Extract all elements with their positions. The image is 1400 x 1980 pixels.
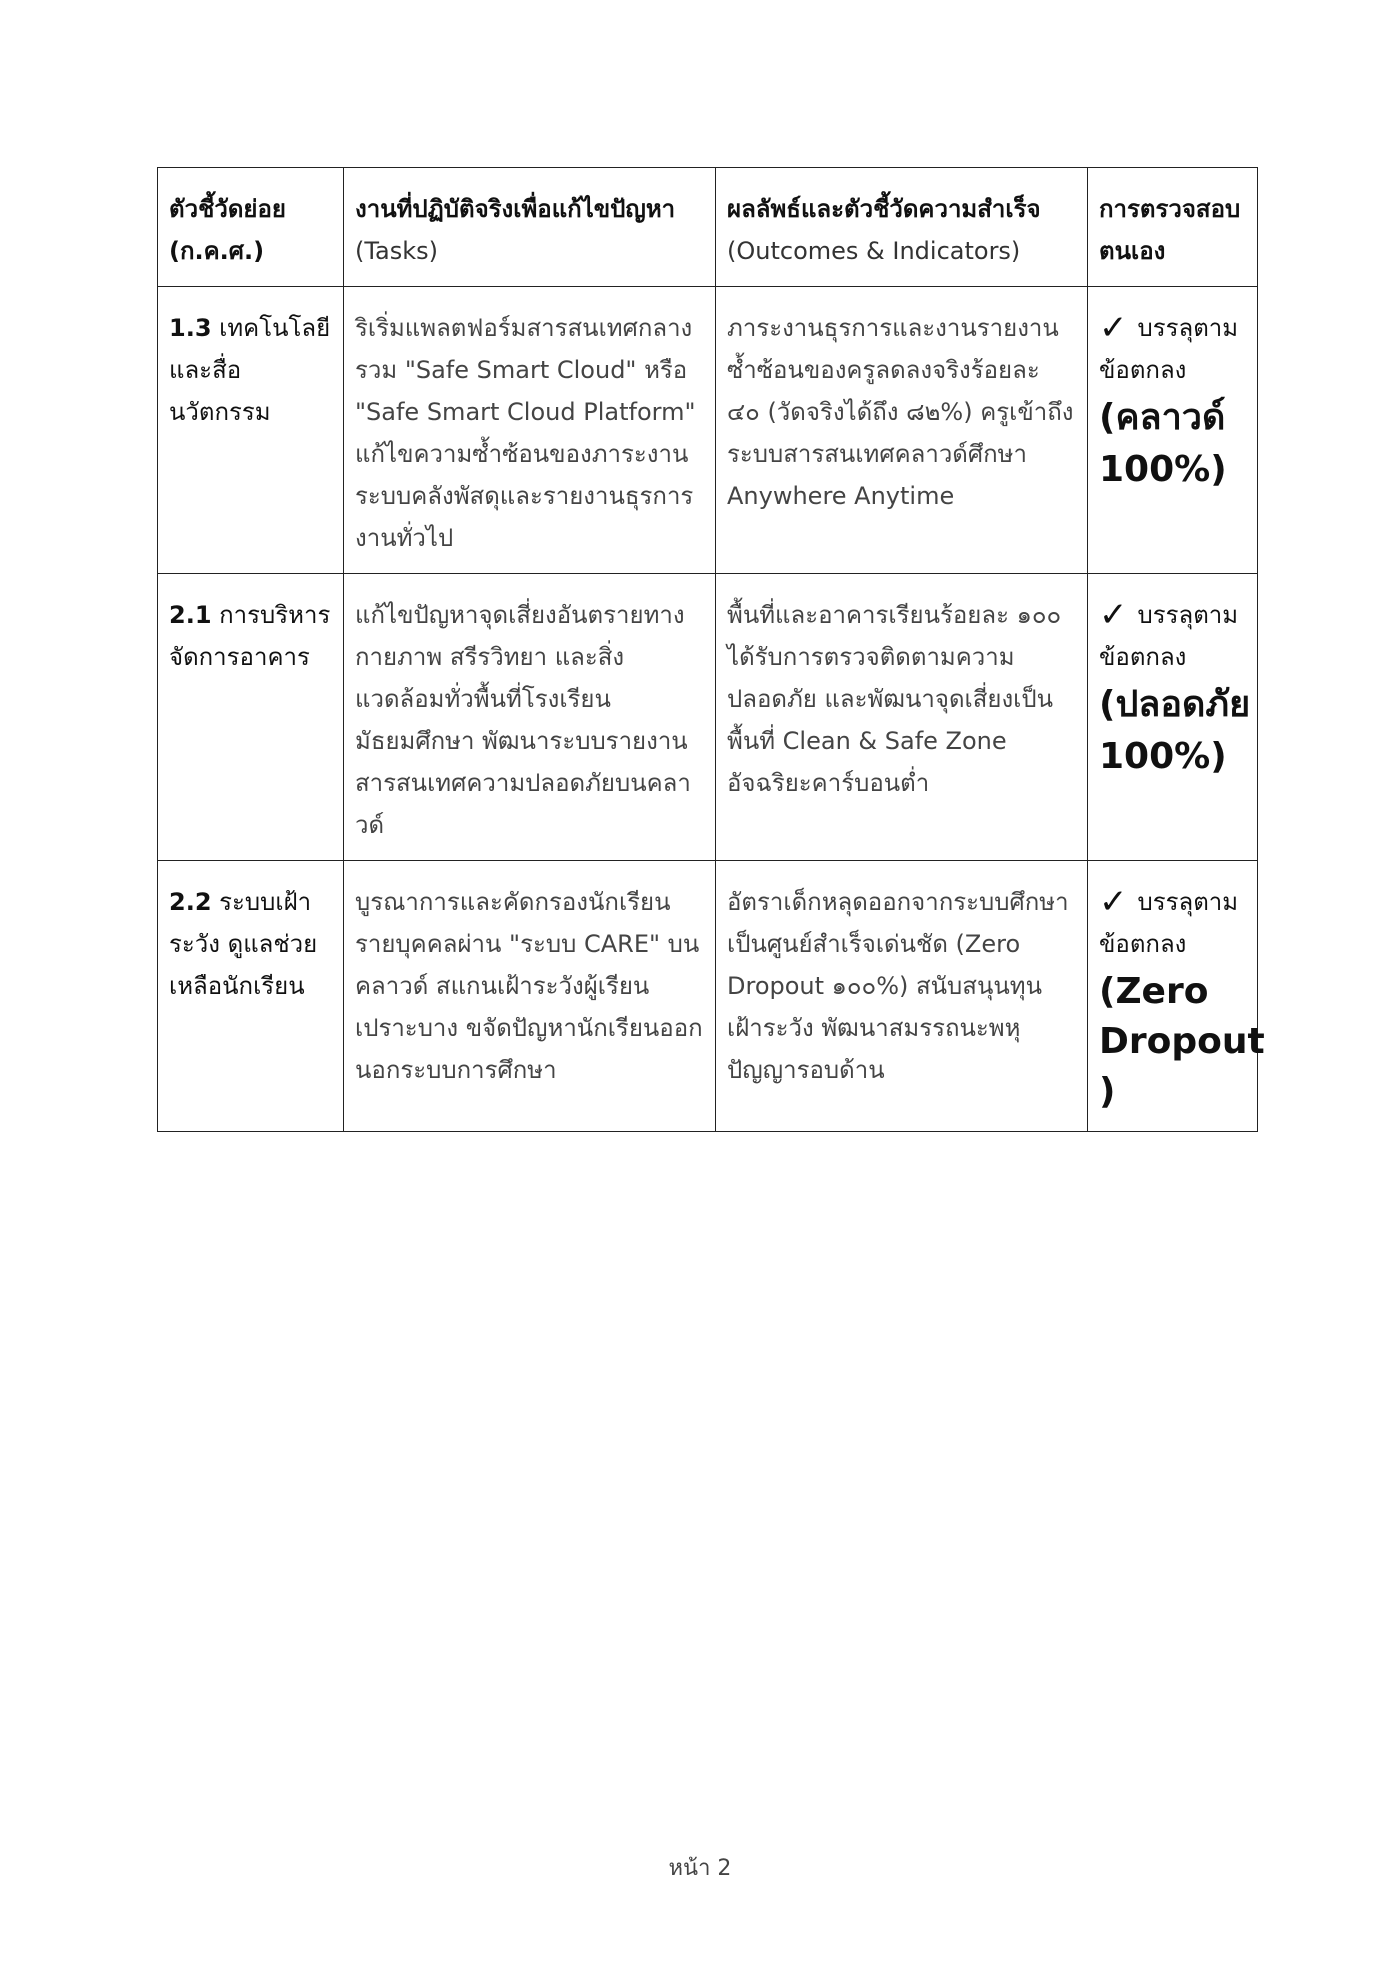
table-header-row	[158, 168, 1258, 287]
table-row	[158, 287, 1258, 574]
check-text-continued: ข้อตกลง	[1099, 356, 1187, 384]
self-check-cell	[1088, 861, 1265, 1132]
check-mark-icon: ✓	[1099, 882, 1128, 922]
indicator-text: การบริหาร จัดการอาคาร	[169, 601, 331, 671]
outcome-cell: ภาระงานธุรการและงานรายงานซ้ำซ้อนของครูลดลงจริงร้อยละ ๔๐ (วัดจริงได้ถึง ๘๒%) ครูเข้าถึงระบบสารสนเทศคลาวด์ศึกษา Anywhere Anytime	[716, 287, 1088, 574]
header-tasks	[344, 168, 716, 287]
check-note: (ปลอดภัย	[1099, 684, 1251, 725]
task-cell: แก้ไขปัญหาจุดเสี่ยงอันตรายทางกายภาพ สรีรวิทยา และสิ่งแวดล้อมทั่วพื้นที่โรงเรียนมัธยมศึกษา พัฒนาระบบรายงานสารสนเทศความปลอดภัยบนคลาวด์	[344, 574, 716, 861]
check-text: บรรลุตาม	[1137, 601, 1239, 629]
indicator-cell	[158, 861, 344, 1132]
header-outcomes	[716, 168, 1088, 287]
header-self-check	[1088, 168, 1258, 287]
check-text: บรรลุตาม	[1137, 888, 1239, 916]
check-percentage: 100%)	[1099, 736, 1227, 777]
header-indicator	[158, 168, 344, 287]
check-mark-icon: ✓	[1099, 595, 1128, 635]
header-main: ผลลัพธ์และตัวชี้วัดความสำเร็จ	[727, 195, 1041, 223]
outcome-cell: พื้นที่และอาคารเรียนร้อยละ ๑๐๐ ได้รับการตรวจติดตามความปลอดภัย และพัฒนาจุดเสี่ยงเป็นพื้นที่ Clean & Safe Zone อัจฉริยะคาร์บอนต่ำ	[716, 574, 1088, 861]
task-cell: บูรณาการและคัดกรองนักเรียนรายบุคคลผ่าน "ระบบ CARE" บนคลาวด์ สแกนเฝ้าระวังผู้เรียนเปราะบาง ขจัดปัญหานักเรียนออกนอกระบบการศึกษา	[344, 861, 716, 1132]
check-text-continued: ข้อตกลง	[1099, 930, 1187, 958]
indicator-text: เทคโนโลยี และสื่อ นวัตกรรม	[169, 314, 331, 426]
table-row	[158, 861, 1258, 1132]
header-main: ตัวชี้วัดย่อย	[169, 195, 286, 223]
header-sub: ตนเอง	[1099, 237, 1166, 265]
header-main: การตรวจสอบ	[1099, 195, 1241, 223]
header-sub: (Outcomes & Indicators)	[727, 237, 1021, 265]
task-cell: ริเริ่มแพลตฟอร์มสารสนเทศกลางรวม "Safe Smart Cloud" หรือ "Safe Smart Cloud Platform" แก้ไขความซ้ำซ้อนของภาระงานระบบคลังพัสดุและรายงานธุรการงานทั่วไป	[344, 287, 716, 574]
check-mark-icon: ✓	[1099, 308, 1128, 348]
table-row	[158, 574, 1258, 861]
indicator-code: 2.1	[169, 601, 212, 629]
check-percentage: (Zero Dropout )	[1099, 971, 1265, 1112]
self-check-cell	[1088, 574, 1258, 861]
indicator-code: 1.3	[169, 314, 212, 342]
indicator-table	[157, 167, 1265, 1132]
check-text-continued: ข้อตกลง	[1099, 643, 1187, 671]
check-percentage: 100%)	[1099, 449, 1227, 490]
check-line	[1099, 594, 1246, 636]
self-check-cell	[1088, 287, 1258, 574]
indicator-cell	[158, 287, 344, 574]
header-sub: (Tasks)	[355, 237, 439, 265]
outcome-cell: อัตราเด็กหลุดออกจากระบบศึกษาเป็นศูนย์สำเร็จเด่นชัด (Zero Dropout ๑๐๐%) สนับสนุนทุนเฝ้าระวัง พัฒนาสมรรถนะพหุปัญญารอบด้าน	[716, 861, 1088, 1132]
header-sub: (ก.ค.ศ.)	[169, 237, 265, 265]
indicator-code: 2.2	[169, 888, 212, 916]
check-text: บรรลุตาม	[1137, 314, 1239, 342]
page-number: หน้า 2	[668, 1856, 732, 1881]
indicator-text: ระบบเฝ้าระวัง ดูแลช่วยเหลือนักเรียน	[169, 888, 318, 1000]
check-line	[1099, 307, 1246, 349]
check-note: (คลาวด์	[1099, 397, 1226, 438]
header-main: งานที่ปฏิบัติจริงเพื่อแก้ไขปัญหา	[355, 195, 676, 223]
indicator-cell	[158, 574, 344, 861]
check-line	[1099, 881, 1246, 923]
